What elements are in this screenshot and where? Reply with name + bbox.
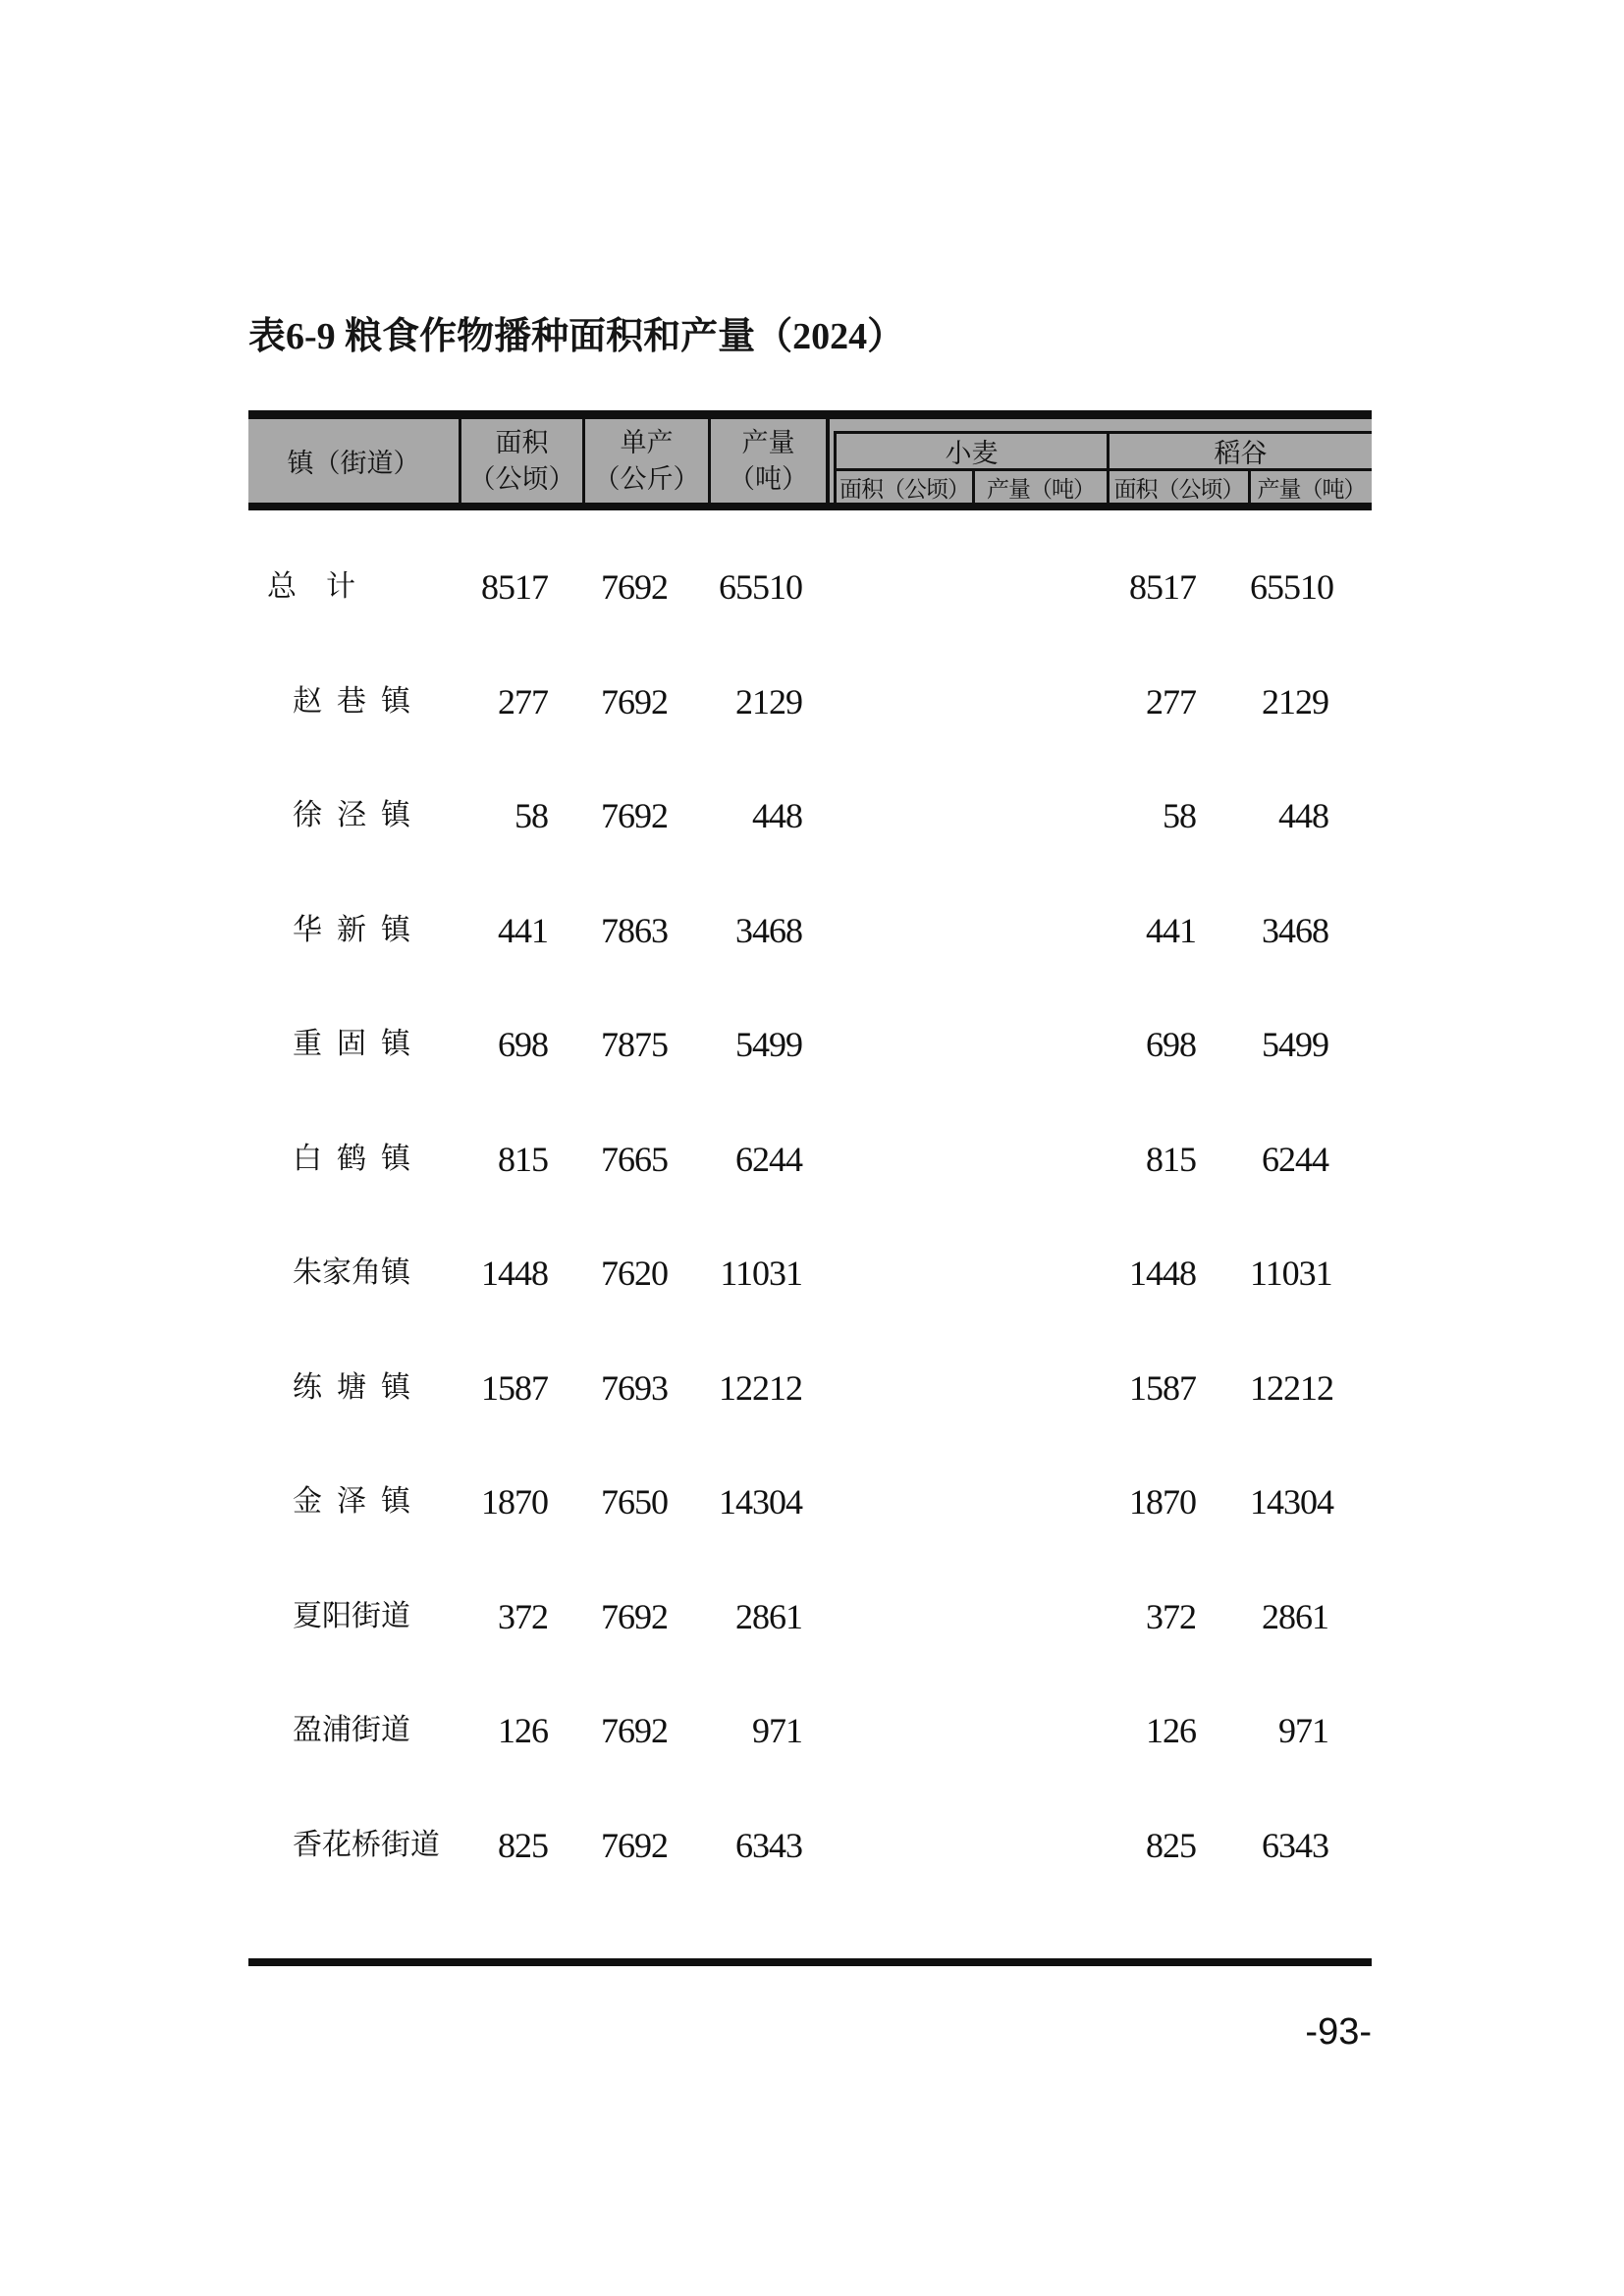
header-area bbox=[461, 419, 582, 503]
cell-area: 372 bbox=[498, 1596, 548, 1636]
cell-wheat-area bbox=[826, 1478, 974, 1525]
cell-wheat-area bbox=[826, 1593, 974, 1640]
table-row bbox=[248, 1136, 1372, 1183]
header-group-rice: 稻谷 bbox=[1214, 439, 1268, 468]
row-town-name: 夏阳街道 bbox=[293, 1599, 410, 1632]
table-top-rule bbox=[248, 410, 1372, 419]
cell-unit-yield: 7692 bbox=[601, 1711, 668, 1750]
cell-unit-yield: 7692 bbox=[601, 1825, 668, 1865]
cell-area: 8517 bbox=[481, 567, 548, 607]
cell-area: 1870 bbox=[481, 1482, 548, 1522]
cell-area: 441 bbox=[498, 910, 548, 950]
cell-output: 5499 bbox=[735, 1025, 802, 1064]
cell-unit-yield: 7692 bbox=[601, 567, 668, 607]
cell-rice-output: 65510 bbox=[1250, 567, 1333, 607]
cell-rice-area: 372 bbox=[1146, 1596, 1196, 1636]
cell-unit-yield: 7863 bbox=[601, 910, 668, 950]
cell-wheat-area bbox=[826, 563, 974, 611]
row-town-name: 重 固 镇 bbox=[293, 1028, 410, 1060]
cell-wheat-area bbox=[826, 792, 974, 839]
row-town-name: 赵 巷 镇 bbox=[293, 684, 410, 718]
cell-rice-area: 1870 bbox=[1129, 1482, 1196, 1522]
cell-unit-yield: 7620 bbox=[601, 1254, 668, 1293]
cell-area: 825 bbox=[498, 1825, 548, 1865]
cell-wheat-output bbox=[974, 1021, 1109, 1068]
row-town-name: 徐 泾 镇 bbox=[293, 799, 410, 831]
cell-area: 698 bbox=[498, 1025, 548, 1064]
cell-area: 1448 bbox=[481, 1254, 548, 1293]
table-row bbox=[248, 1021, 1372, 1068]
cell-wheat-output bbox=[974, 792, 1109, 839]
table-row bbox=[248, 1822, 1372, 1869]
cell-output: 6244 bbox=[735, 1139, 802, 1179]
cell-wheat-output bbox=[974, 1364, 1109, 1412]
cell-rice-area: 277 bbox=[1146, 681, 1196, 721]
page-title: 表6-9 粮食作物播种面积和产量（2024） bbox=[248, 316, 905, 357]
cell-rice-area: 815 bbox=[1146, 1139, 1196, 1179]
row-town-name: 华 新 镇 bbox=[293, 913, 410, 946]
cell-wheat-output bbox=[974, 1136, 1109, 1183]
cell-unit-yield: 7875 bbox=[601, 1025, 668, 1064]
cell-wheat-output bbox=[974, 563, 1109, 611]
row-town-name: 金 泽 镇 bbox=[293, 1485, 410, 1518]
cell-wheat-area bbox=[826, 1822, 974, 1869]
cell-rice-output: 971 bbox=[1278, 1711, 1328, 1750]
cell-wheat-area bbox=[826, 1250, 974, 1297]
cell-wheat-output bbox=[974, 678, 1109, 725]
row-town-name: 总 计 bbox=[267, 570, 355, 603]
header-output-line1: 产量 bbox=[741, 427, 795, 457]
cell-output: 12212 bbox=[719, 1367, 802, 1408]
cell-rice-area: 1587 bbox=[1129, 1367, 1196, 1408]
cell-wheat-output bbox=[974, 1593, 1109, 1640]
cell-rice-output: 14304 bbox=[1250, 1482, 1333, 1522]
cell-rice-output: 6343 bbox=[1262, 1825, 1328, 1865]
header-rice-sub-output: 产量（吨） bbox=[1257, 476, 1366, 502]
cell-area: 815 bbox=[498, 1139, 548, 1179]
header-wheat-sub-area: 面积（公顷） bbox=[839, 476, 969, 502]
table-row bbox=[248, 792, 1372, 839]
header-yield-line2: （公斤） bbox=[593, 463, 700, 494]
cell-rice-area: 1448 bbox=[1129, 1254, 1196, 1293]
table-row bbox=[248, 1478, 1372, 1525]
row-town-name: 白 鹤 镇 bbox=[293, 1142, 410, 1175]
cell-rice-area: 441 bbox=[1146, 910, 1196, 950]
cell-output: 2129 bbox=[735, 681, 802, 721]
cell-output: 448 bbox=[752, 796, 802, 835]
cell-wheat-area bbox=[826, 678, 974, 725]
cell-rice-output: 2861 bbox=[1262, 1596, 1328, 1636]
cell-rice-output: 12212 bbox=[1250, 1367, 1333, 1408]
cell-rice-area: 58 bbox=[1163, 796, 1196, 835]
cell-rice-output: 11031 bbox=[1250, 1254, 1332, 1293]
cell-unit-yield: 7650 bbox=[601, 1482, 668, 1522]
table-bottom-rule bbox=[248, 1958, 1372, 1966]
table-row bbox=[248, 1364, 1372, 1412]
cell-rice-output: 3468 bbox=[1262, 910, 1328, 950]
cell-wheat-area bbox=[826, 907, 974, 954]
table-row bbox=[248, 1707, 1372, 1754]
header-bottom-rule bbox=[248, 503, 1372, 510]
cell-output: 2861 bbox=[735, 1596, 802, 1636]
header-town: 镇（街道） bbox=[287, 449, 420, 478]
cell-output: 3468 bbox=[735, 910, 802, 950]
table-row bbox=[248, 563, 1372, 611]
row-town-name: 朱家角镇 bbox=[293, 1256, 410, 1289]
cell-unit-yield: 7693 bbox=[601, 1367, 668, 1408]
cell-wheat-area bbox=[826, 1021, 974, 1068]
cell-wheat-output bbox=[974, 1707, 1109, 1754]
header-yield bbox=[585, 419, 708, 503]
header-rice-sub-area: 面积（公顷） bbox=[1113, 476, 1244, 502]
cell-rice-area: 825 bbox=[1146, 1825, 1196, 1865]
cell-wheat-output bbox=[974, 1822, 1109, 1869]
cell-rice-area: 8517 bbox=[1129, 567, 1196, 607]
cell-area: 58 bbox=[514, 796, 548, 835]
cell-unit-yield: 7692 bbox=[601, 796, 668, 835]
row-town-name: 盈浦街道 bbox=[293, 1714, 410, 1746]
cell-wheat-output bbox=[974, 1478, 1109, 1525]
cell-output: 11031 bbox=[720, 1254, 802, 1293]
header-area-line1: 面积 bbox=[495, 427, 549, 457]
header-output-line2: （吨） bbox=[729, 463, 808, 494]
page-number: -93- bbox=[1305, 2011, 1372, 2053]
cell-unit-yield: 7692 bbox=[601, 1596, 668, 1636]
row-town-name: 练 塘 镇 bbox=[293, 1370, 410, 1404]
table-row bbox=[248, 1250, 1372, 1297]
cell-unit-yield: 7692 bbox=[601, 681, 668, 721]
cell-output: 971 bbox=[752, 1711, 802, 1750]
cell-area: 277 bbox=[498, 681, 548, 721]
cell-wheat-output bbox=[974, 1250, 1109, 1297]
cell-rice-area: 126 bbox=[1146, 1711, 1196, 1750]
cell-wheat-output bbox=[974, 907, 1109, 954]
header-wheat-sub-output: 产量（吨） bbox=[987, 476, 1095, 502]
cell-unit-yield: 7665 bbox=[601, 1139, 668, 1179]
table-row bbox=[248, 678, 1372, 725]
cell-wheat-area bbox=[826, 1364, 974, 1412]
header-divider bbox=[826, 419, 830, 503]
cell-rice-output: 6244 bbox=[1262, 1139, 1328, 1179]
cell-output: 65510 bbox=[719, 567, 802, 607]
cell-area: 126 bbox=[498, 1711, 548, 1750]
cell-area: 1587 bbox=[481, 1367, 548, 1408]
row-town-name: 香花桥街道 bbox=[293, 1828, 440, 1861]
cell-rice-output: 2129 bbox=[1262, 681, 1328, 721]
cell-rice-output: 5499 bbox=[1262, 1025, 1328, 1064]
header-output bbox=[711, 419, 826, 503]
header-area-line2: （公顷） bbox=[468, 463, 575, 494]
cell-wheat-area bbox=[826, 1707, 974, 1754]
cell-rice-output: 448 bbox=[1278, 796, 1328, 835]
header-yield-line1: 单产 bbox=[620, 427, 674, 457]
table-row bbox=[248, 1593, 1372, 1640]
header-group-wheat: 小麦 bbox=[945, 439, 999, 468]
cell-rice-area: 698 bbox=[1146, 1025, 1196, 1064]
table-row bbox=[248, 907, 1372, 954]
cell-output: 6343 bbox=[735, 1825, 802, 1865]
cell-wheat-area bbox=[826, 1136, 974, 1183]
cell-output: 14304 bbox=[719, 1482, 802, 1522]
